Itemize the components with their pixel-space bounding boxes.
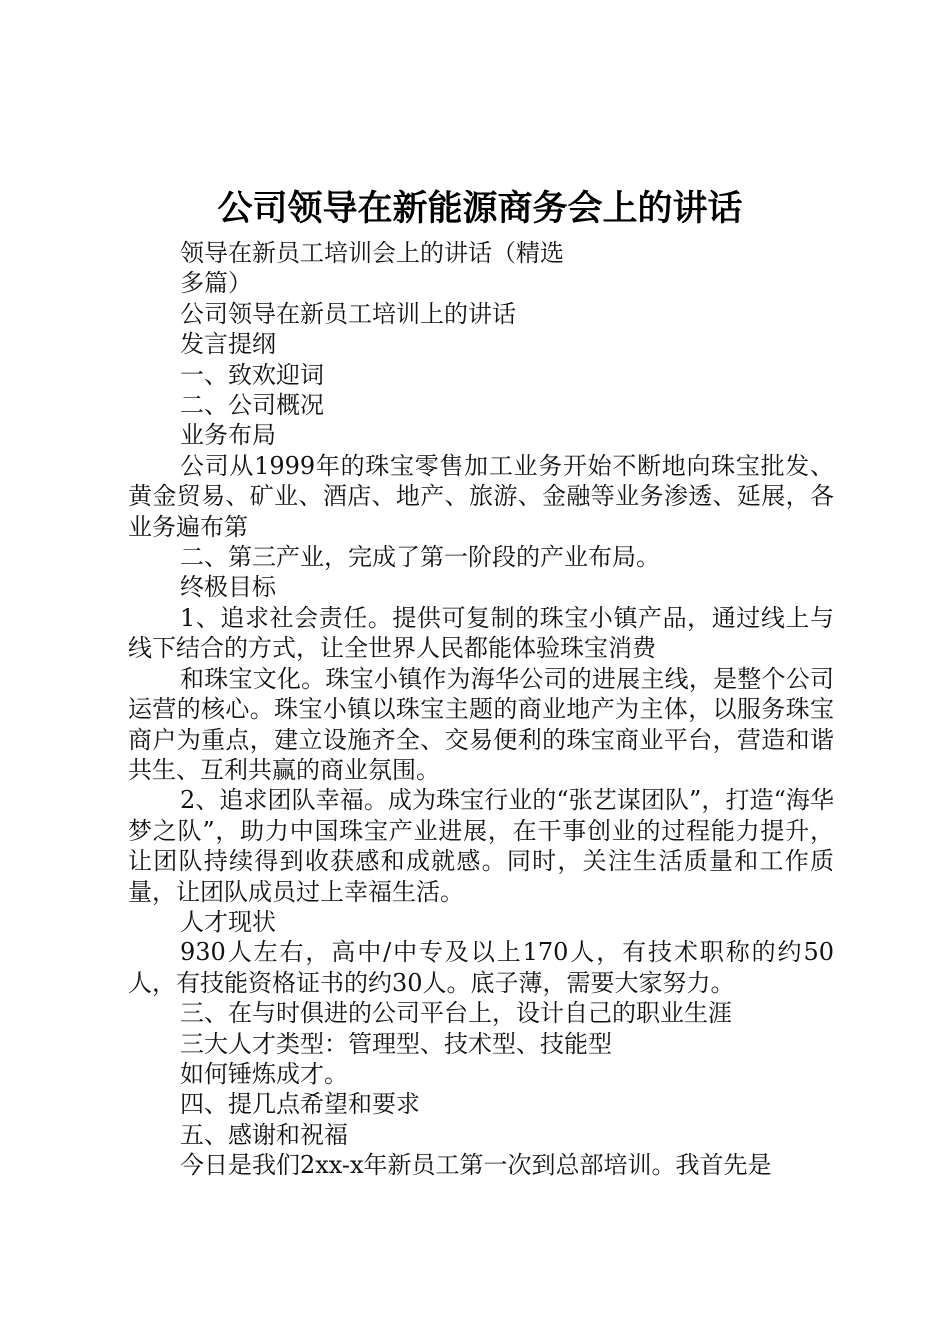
paragraph: 如何锤炼成才。	[180, 1059, 348, 1088]
paragraph: 四、提几点希望和要求	[180, 1090, 420, 1119]
paragraph: 2、追求团队幸福。成为珠宝行业的“张艺谋团队”，打造“海华梦之队”，助力中国珠宝产业进展，在干事创业的过程能力提升，让团队持续得到收获感和成就感。同时，关注生活质量和工作质量，让团队成员过上幸福生活。	[128, 786, 834, 906]
paragraph: 公司领导在新员工培训上的讲话	[180, 299, 516, 328]
paragraph: 发言提纲	[180, 330, 276, 359]
paragraph: 五、感谢和祝福	[180, 1120, 348, 1149]
paragraph: 930人左右，高中/中专及以上170人，有技术职称的约50人，有技能资格证书的约30人。底子薄，需要大家努力。	[128, 938, 834, 997]
paragraph: 业务布局	[180, 421, 276, 450]
paragraph: 1、追求社会责任。提供可复制的珠宝小镇产品，通过线上与线下结合的方式，让全世界人民都能体验珠宝消费	[128, 603, 834, 663]
document-body	[128, 238, 834, 1181]
paragraph: 公司从1999年的珠宝零售加工业务开始不断地向珠宝批发、黄金贸易、矿业、酒店、地产、旅游、金融等业务渗透、延展，各业务遍布第	[128, 451, 834, 541]
paragraph: 领导在新员工培训会上的讲话（精选	[180, 239, 564, 267]
paragraph: 多篇）	[180, 269, 252, 298]
paragraph: 三大人才类型：管理型、技术型、技能型	[180, 1029, 612, 1058]
paragraph: 今日是我们2xx-x年新员工第一次到总部培训。我首先是	[180, 1151, 772, 1180]
document-title: 公司领导在新能源商务会上的讲话	[217, 189, 743, 229]
paragraph: 三、在与时俱进的公司平台上，设计自己的职业生涯	[180, 999, 732, 1028]
paragraph: 人才现状	[180, 907, 276, 936]
paragraph: 和珠宝文化。珠宝小镇作为海华公司的进展主线，是整个公司运营的核心。珠宝小镇以珠宝主题的商业地产为主体，以服务珠宝商户为重点，建立设施齐全、交易便利的珠宝商业平台，营造和谐共生、互利共赢的商业氛围。	[128, 664, 834, 784]
paragraph: 终极目标	[180, 573, 276, 602]
paragraph: 一、致欢迎词	[180, 360, 324, 389]
paragraph: 二、第三产业，完成了第一阶段的产业布局。	[180, 543, 660, 572]
paragraph: 二、公司概况	[180, 391, 324, 420]
